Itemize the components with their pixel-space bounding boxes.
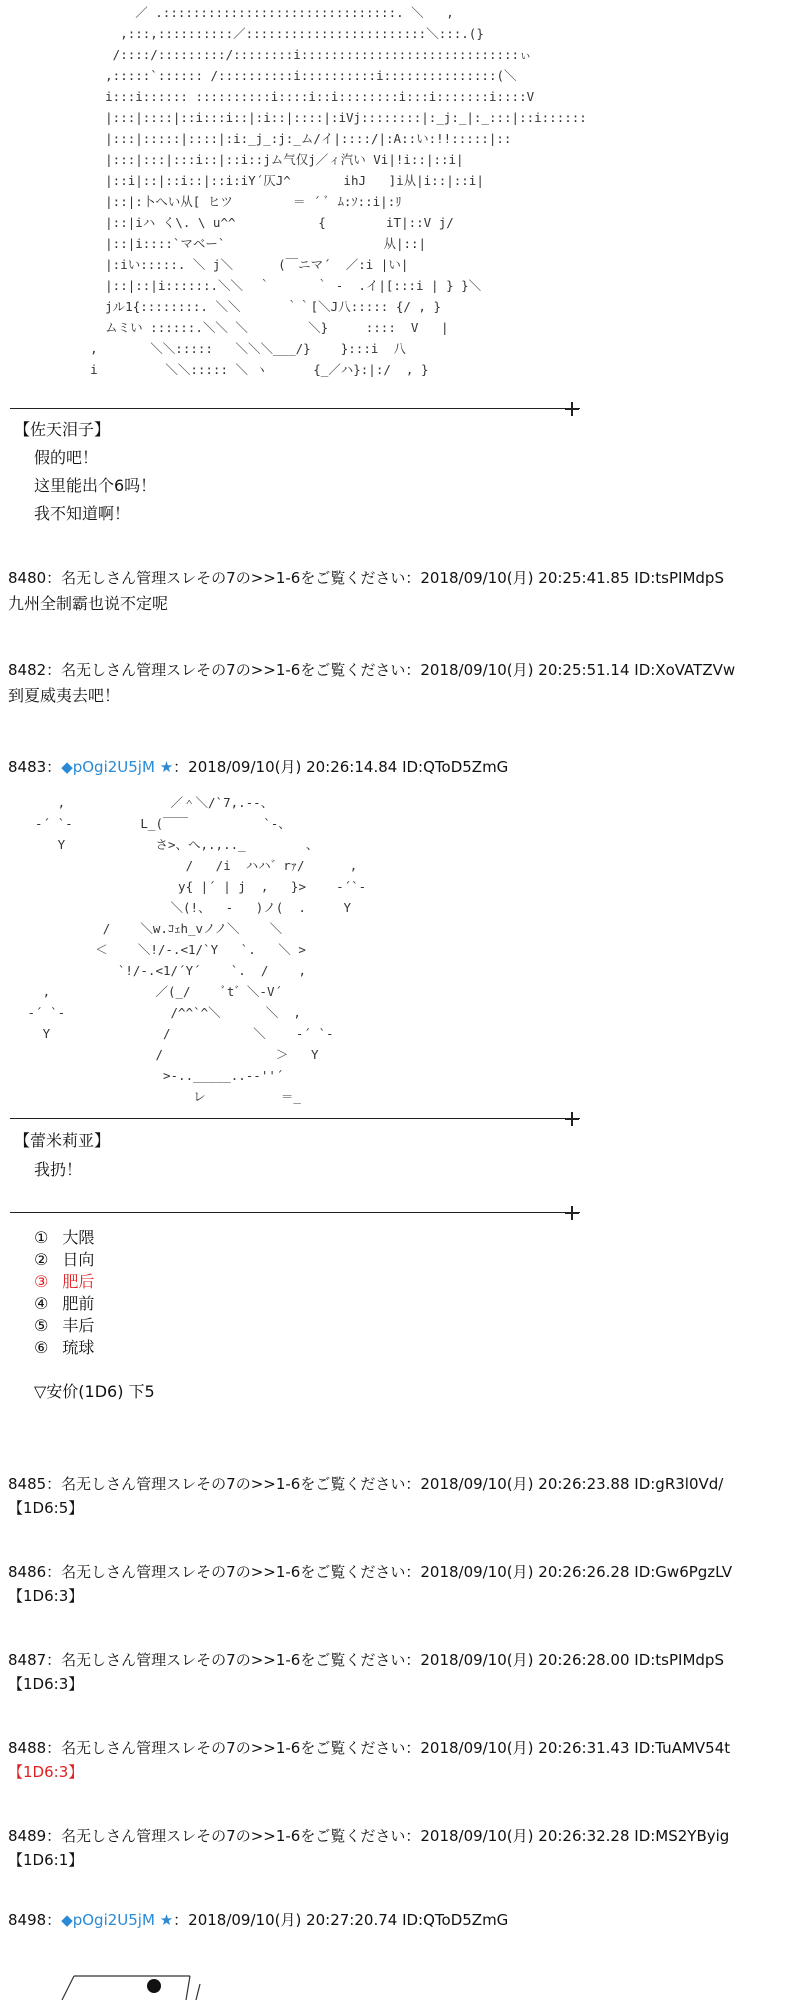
divider-cross-icon bbox=[565, 1112, 579, 1126]
art-stroke bbox=[196, 1984, 200, 2000]
option-label: 肥前 bbox=[62, 1294, 95, 1313]
option-number: ① bbox=[34, 1228, 49, 1247]
post-header: 8482：名无しさん管理スレその7の>>1-6をご覧ください：2018/09/10(月) 20:25:51.14 ID:XoVATZVw bbox=[8, 661, 736, 679]
post-header: 8486：名无しさん管理スレその7の>>1-6をご覧ください：2018/09/10(月) 20:26:26.28 ID:Gw6PgzLV bbox=[8, 1563, 733, 1581]
option-label: 丰后 bbox=[62, 1316, 95, 1335]
post-header: 8485：名无しさん管理スレその7の>>1-6をご覧ください：2018/09/10(月) 20:26:23.88 ID:gR3l0Vd/ bbox=[8, 1475, 724, 1493]
option-label: 琉球 bbox=[62, 1338, 95, 1357]
post-number: 8483： bbox=[8, 758, 62, 776]
option-item bbox=[34, 1316, 94, 1336]
author-trip[interactable]: ◆pOgi2U5jM bbox=[61, 758, 155, 776]
ascii-art-saten: ／ .:::::::::::::::::::::::::::::::. ＼ , ,:::,::::::::::／::::::::::::::::::::::::＼:::.(} /::::/:::::::::/::::::::i:::::::::::::::::::::::::::::ぃ ,:::::`:::::: /::::::::::i::::::::::i:::::::::::::::(＼ i:::i:::::: ::::::::::i::::i::i::::::::i:::i:::::::i::::V |:::|::::|::i:::i::|:i::|::::|:iVj::::::::|:_j:_|:_:::|::i:::::: |:::|:::::|::::|:i:_j_:j:_ム/イ|::::/|:A::い:!!:::::|:: |:::|:::|:::i::|::i::jム气仅j／ィ汽い Vi|!i::|::i| |::i|::|::i::|::i:iY´仄J^ ihJ ]i从|i::|::i| |::|:卜へい从[ ヒツ ＝ ´ ﾞ ﾑ:ｿ::i|:ﾘ |::|iハ く\. \ u^^ { iT|::V j/ |::|i::::`マベー` 从|::| |:iい:::::. ＼ j＼ (￣ニマ´ ／:i |い| |::|::|i::::::.＼＼ ｀ ｀ ‐ .イ|[:::i | } }＼ jル1{::::::::. ＼＼ ｀｀[＼J八::::: {/ , } ムミい ::::::.＼＼ ＼ ＼} :::: V | , ＼＼::::: ＼＼＼___/} }:::i 八 i ＼＼::::: ＼ ヽ {_／ハ}:|:/ , } bbox=[90, 5, 587, 377]
speaker-name: 【佐天泪子】 bbox=[14, 420, 111, 439]
author-trip[interactable]: ◆pOgi2U5jM bbox=[61, 1911, 155, 1929]
divider bbox=[10, 1212, 580, 1213]
divider-cross-icon bbox=[565, 1206, 579, 1220]
option-number: ⑤ bbox=[34, 1316, 49, 1335]
option-item bbox=[34, 1294, 94, 1314]
divider bbox=[10, 1118, 580, 1119]
dice-roll-result: 【1D6:3】 bbox=[8, 1587, 84, 1605]
option-item bbox=[34, 1228, 94, 1248]
option-label: 大隈 bbox=[62, 1228, 95, 1247]
post-meta: ：2018/09/10(月) 20:26:14.84 ID:QToD5ZmG bbox=[173, 758, 509, 776]
star-icon: ★ bbox=[159, 1911, 174, 1929]
post-header-author bbox=[8, 757, 508, 777]
post-meta: ：2018/09/10(月) 20:27:20.74 ID:QToD5ZmG bbox=[173, 1911, 509, 1929]
divider bbox=[10, 408, 580, 409]
art-stroke bbox=[62, 1976, 74, 2000]
dice-roll-result: 【1D6:3】 bbox=[8, 1763, 84, 1781]
dice-roll-result: 【1D6:1】 bbox=[8, 1851, 84, 1869]
ascii-art-fragment bbox=[40, 1960, 220, 2000]
vote-instruction: ▽安价(1D6) 下5 bbox=[34, 1382, 155, 1401]
art-stroke bbox=[186, 1976, 190, 2000]
option-label: 肥后 bbox=[62, 1272, 95, 1291]
post-header-author bbox=[8, 1910, 508, 1930]
post-header: 8480：名无しさん管理スレその7の>>1-6をご覧ください：2018/09/10(月) 20:25:41.85 ID:tsPIMdpS bbox=[8, 569, 724, 587]
dialogue-line: 我扔！ bbox=[34, 1160, 83, 1179]
post-number: 8498： bbox=[8, 1911, 62, 1929]
dialogue-line: 我不知道啊！ bbox=[34, 504, 131, 523]
post-body: 到夏威夷去吧！ bbox=[8, 686, 121, 705]
speaker-name: 【蕾米莉亚】 bbox=[14, 1131, 111, 1150]
ascii-art-remilia: , ／＾＼/`7,.--、 -´ `- L_(￣￣ `-、 Y さ>、へ,.,.._ 、 / /i ハハ゛rｧ/ , y{ |´ | j , }> -´`- ＼(!、 - )ノ( . Y / ＼w.ｺｪh_vノノ＼ ＼ ＜ ＼!/-.<1/`Y `. ＼ > `!/-.<1/´Y´ `. / , , ／(_/ ﾞt゛＼-V´ -´ `- /^^`^＼ ＼ , Y / ＼ -´ `- / ＞ Y >-.._____..--''´ レ ＝_ bbox=[27, 795, 367, 1104]
dice-roll-result: 【1D6:5】 bbox=[8, 1499, 84, 1517]
option-label: 日向 bbox=[62, 1250, 95, 1269]
post-header: 8488：名无しさん管理スレその7の>>1-6をご覧ください：2018/09/10(月) 20:26:31.43 ID:TuAMV54t bbox=[8, 1739, 731, 1757]
option-number: ② bbox=[34, 1250, 49, 1269]
option-number: ④ bbox=[34, 1294, 49, 1313]
dice-roll-result: 【1D6:3】 bbox=[8, 1675, 84, 1693]
divider-cross-icon bbox=[565, 402, 579, 416]
post-header: 8489：名无しさん管理スレその7の>>1-6をご覧ください：2018/09/10(月) 20:26:32.28 ID:MS2YByig bbox=[8, 1827, 730, 1845]
dialogue-line: 假的吧！ bbox=[34, 448, 99, 467]
option-item bbox=[34, 1272, 94, 1292]
option-item bbox=[34, 1250, 94, 1270]
art-dot bbox=[147, 1979, 161, 1993]
star-icon: ★ bbox=[159, 758, 174, 776]
post-header: 8487：名无しさん管理スレその7の>>1-6をご覧ください：2018/09/10(月) 20:26:28.00 ID:tsPIMdpS bbox=[8, 1651, 724, 1669]
post-body: 九州全制霸也说不定呢 bbox=[8, 594, 169, 613]
dialogue-line: 这里能出个6吗！ bbox=[34, 476, 157, 495]
option-number: ③ bbox=[34, 1272, 49, 1291]
option-number: ⑥ bbox=[34, 1338, 49, 1357]
option-item bbox=[34, 1338, 94, 1358]
